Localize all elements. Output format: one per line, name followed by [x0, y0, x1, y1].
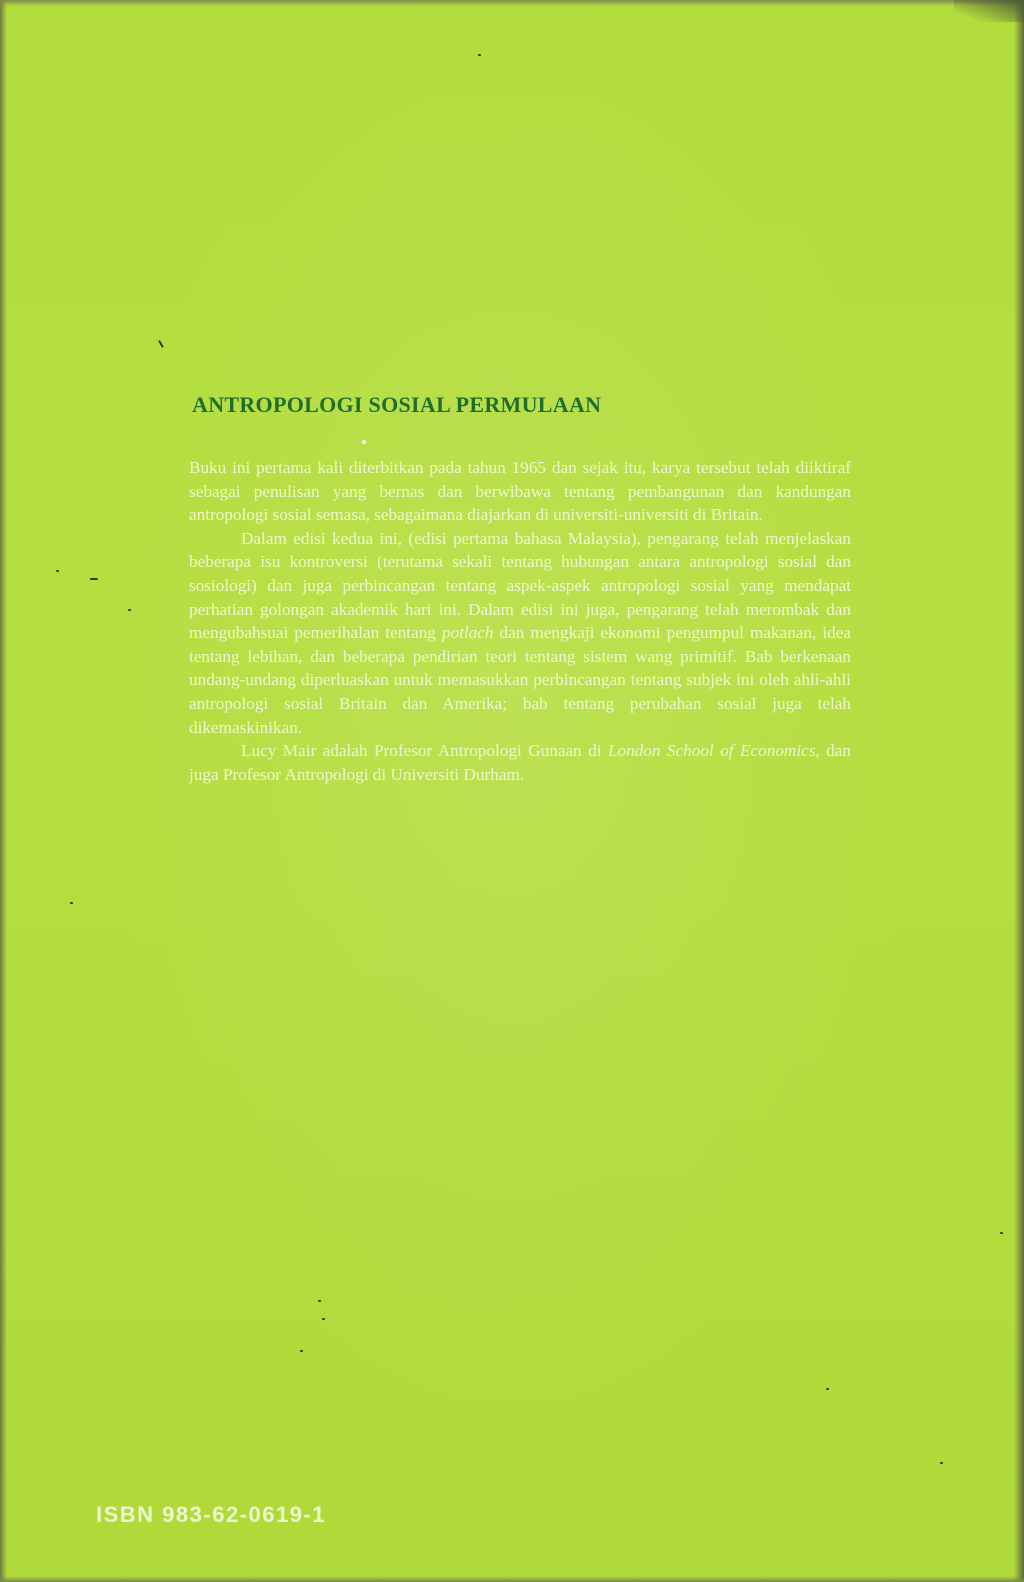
- print-speck: [478, 54, 481, 56]
- print-speck: [826, 1388, 829, 1390]
- print-speck: [1000, 1232, 1003, 1234]
- print-speck: [322, 1318, 325, 1320]
- author-bio-text: Lucy Mair adalah Profesor Antropologi Gunaan di: [241, 741, 608, 761]
- print-speck: [70, 902, 73, 904]
- print-speck: [300, 1350, 303, 1352]
- blurb: [189, 456, 851, 786]
- print-speck: [318, 1300, 321, 1302]
- print-speck: [56, 570, 59, 572]
- blurb-text: Buku ini pertama kali diterbitkan pada tahun 1965 dan sejak itu, karya tersebut telah diiktiraf sebagai penulisan yang bernas dan berwibawa tentang pembangunan dan kandungan antropologi sosial semasa, sebagaimana diajarkan di universiti-universiti di Britain.: [189, 458, 851, 525]
- print-speck: [940, 1462, 943, 1464]
- worn-bottom-edge: [0, 1576, 1024, 1582]
- worn-left-edge: [0, 0, 7, 1582]
- blurb-text: Dalam edisi kedua ini, (edisi pertama bahasa Malaysia), pengarang telah menjelaskan beberapa isu kontroversi (terutama sekali tentang hubungan antara antropologi sosial dan sosiologi) dan juga perbincangan tentang aspek-aspek antropologi sosial yang mendapat perhatian golongan akademik hari ini. Dalam edisi ini juga, pengarang telah merombak dan mengubahsuai pemerihalan tentang: [189, 528, 851, 643]
- print-speck: [128, 609, 131, 611]
- bullet-dot: [362, 440, 366, 444]
- blurb-italic-term: potlach: [441, 623, 494, 643]
- author-bio: [189, 739, 851, 786]
- author-bio-text: , dan juga Profesor Antropologi di Universiti Durham.: [189, 741, 851, 784]
- print-speck: [90, 578, 98, 580]
- worn-corner: [954, 0, 1024, 22]
- author-bio-institution: London School of Economics: [607, 741, 816, 761]
- blurb-text: dan mengkaji ekonomi pengumpul makanan, idea tentang lebihan, dan beberapa pendirian teori tentang sistem wang primitif. Bab berkenaan undang-undang diperluaskan untuk memasukkan perbincangan tentang subjek ini oleh ahli-ahli antropologi sosial Britain dan Amerika; bab tentang perubahan sosial juga telah dikemaskinikan.: [189, 623, 852, 737]
- blurb-paragraph-1: [189, 456, 851, 527]
- blurb-paragraph-2: [189, 527, 851, 739]
- print-speck: [158, 340, 164, 348]
- worn-right-edge: [1014, 0, 1024, 1582]
- book-title: ANTROPOLOGI SOSIAL PERMULAAN: [192, 392, 602, 417]
- worn-top-edge: [0, 0, 1024, 6]
- isbn-number: ISBN 983-62-0619-1: [96, 1502, 327, 1527]
